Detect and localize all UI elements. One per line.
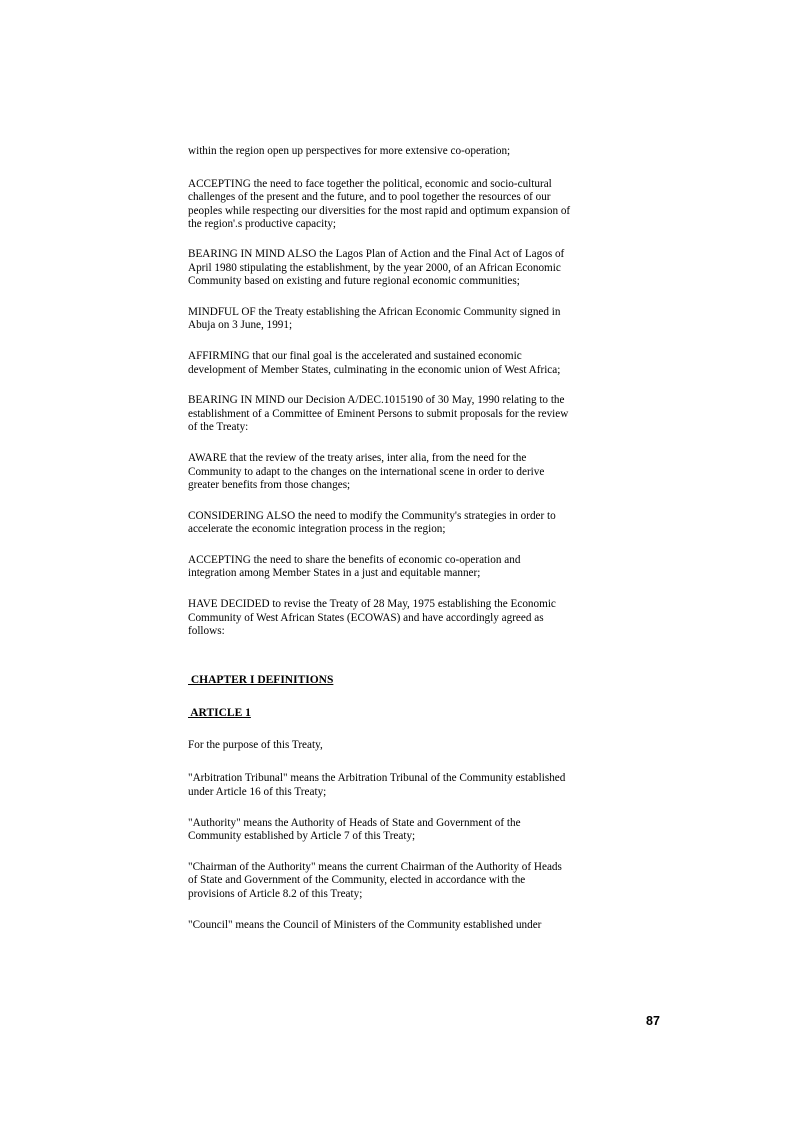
paragraph-accepting-challenges: ACCEPTING the need to face together the political, economic and socio-cultural challenges of the present and the future, and to pool together the resources of our peoples while respecting our diversities for the most rapid and optimum expansion of the region'.s productive capacity;	[188, 177, 571, 231]
paragraph-lagos-plan: BEARING IN MIND ALSO the Lagos Plan of Action and the Final Act of Lagos of April 1980 stipulating the establishment, by the year 2000, of an African Economic Community based on existing and future regional economic communities;	[188, 247, 565, 288]
document-body	[188, 145, 606, 932]
paragraph-mindful-treaty: MINDFUL OF the Treaty establishing the African Economic Community signed in Abuja on 3 June, 1991;	[188, 305, 561, 332]
article-heading: ARTICLE 1	[188, 706, 251, 719]
paragraph-considering-strategies: CONSIDERING ALSO the need to modify the Community's strategies in order to accelerate the economic integration process in the region;	[188, 509, 556, 536]
chapter-heading: CHAPTER I DEFINITIONS	[188, 673, 334, 686]
paragraph-eminent-persons: BEARING IN MIND our Decision A/DEC.1015190 of 30 May, 1990 relating to the establishment of a Committee of Eminent Persons to submit proposals for the review of the Treaty:	[188, 394, 569, 434]
definition-authority: "Authority" means the Authority of Heads of State and Government of the Community established by Article 7 of this Treaty;	[188, 816, 521, 843]
paragraph-sharing-benefits: ACCEPTING the need to share the benefits of economic co-operation and integration among Member States in a just and equitable manner;	[188, 553, 521, 580]
definition-chairman-authority: "Chairman of the Authority" means the current Chairman of the Authority of Heads of State and Government of the Community, elected in accordance with the provisions of Article 8.2 of this Treaty;	[188, 860, 562, 900]
paragraph-aware-review: AWARE that the review of the treaty arises, inter alia, from the need for the Community to adapt to the changes on the international scene in order to derive greater benefits from those changes;	[188, 451, 545, 492]
paragraph-have-decided: HAVE DECIDED to revise the Treaty of 28 May, 1975 establishing the Economic Community of West African States (ECOWAS) and have accordingly agreed as follows:	[188, 598, 556, 638]
paragraph-purpose: For the purpose of this Treaty,	[188, 738, 323, 751]
definition-council: "Council" means the Council of Ministers of the Community established under	[188, 918, 542, 931]
paragraph-regional-cooperation: within the region open up perspectives for more extensive co-operation;	[188, 145, 511, 157]
definition-arbitration-tribunal: "Arbitration Tribunal" means the Arbitration Tribunal of the Community established under Article 16 of this Treaty;	[188, 772, 566, 799]
page-number: 87	[646, 1014, 660, 1028]
paragraph-affirming-goal: AFFIRMING that our final goal is the accelerated and sustained economic development of Member States, culminating in the economic union of West Africa;	[188, 349, 561, 376]
